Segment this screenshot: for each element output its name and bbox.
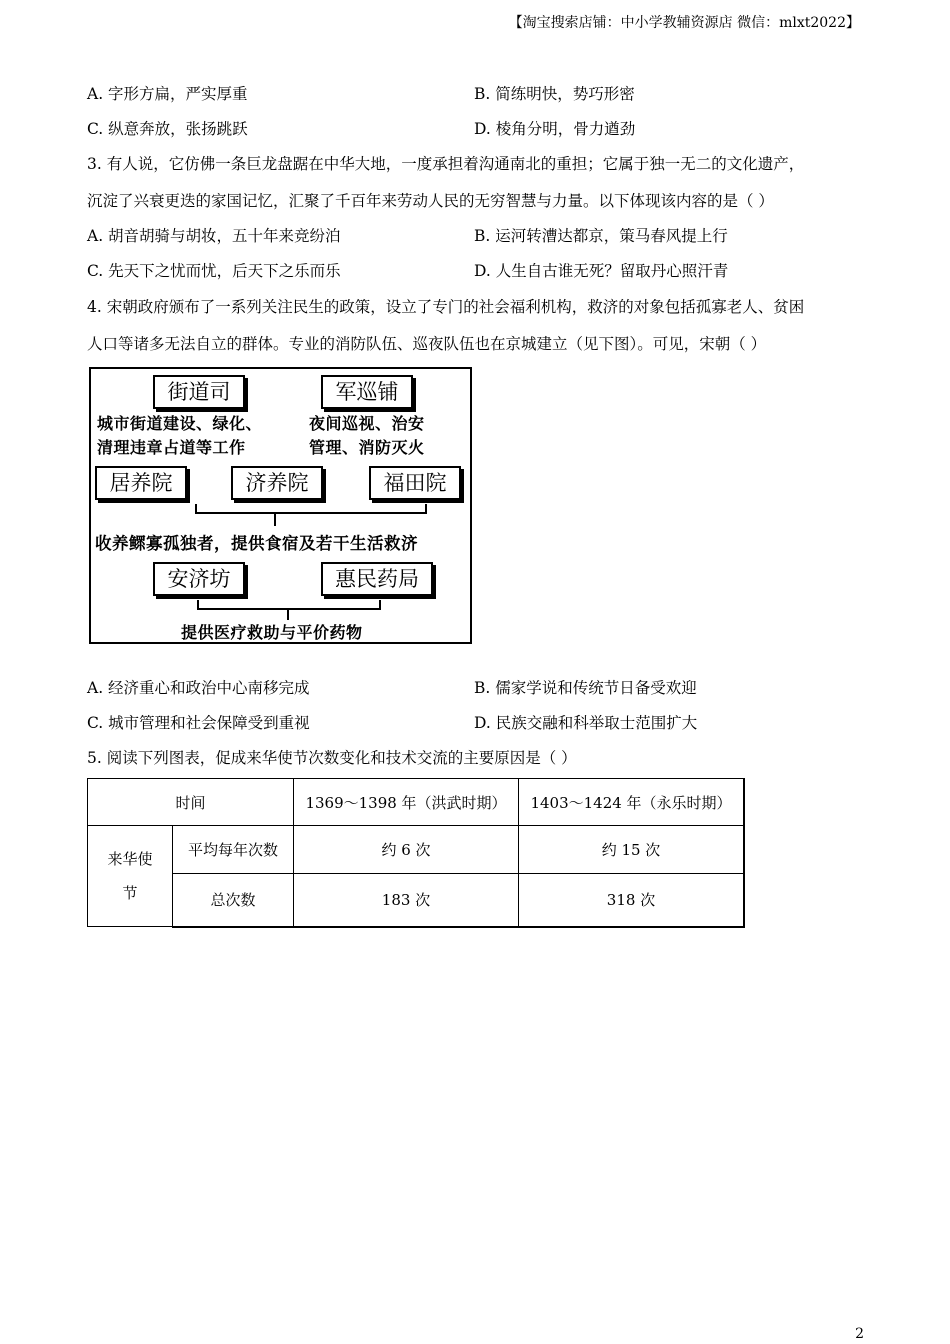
- box-huimin-yaoju: 惠民药局: [321, 562, 433, 596]
- table-row1-label: 平均每年次数: [173, 826, 294, 874]
- q3-option-d: D. 人生自古谁无死？留取丹心照汗青: [474, 262, 729, 280]
- table-row2-hongwu: 183 次: [294, 874, 519, 927]
- q4-option-a: A. 经济重心和政治中心南移完成: [87, 679, 310, 697]
- welfare-stem: [274, 512, 276, 526]
- table-row-group-envoys: [88, 826, 173, 927]
- row-group-label: 来华使节: [107, 850, 153, 902]
- table-row2-yongle: 318 次: [519, 874, 745, 927]
- q4-stem-line2: 人口等诸多无法自立的群体。专业的消防队伍、巡夜队伍也在京城建立（见下图）。可见，宋朝（ ）: [87, 335, 767, 353]
- medical-stem: [287, 608, 289, 620]
- box-futianyuan: 福田院: [369, 466, 461, 500]
- table-row1-yongle: 约 15 次: [519, 826, 745, 874]
- q3-stem-line1: 3. 有人说，它仿佛一条巨龙盘踞在中华大地，一度承担着沟通南北的重担；它属于独一无二的文化遗产，: [87, 155, 805, 173]
- q3-option-b: B. 运河转漕达都京，策马春风提上行: [474, 227, 728, 245]
- welfare-brace: [195, 504, 427, 514]
- box-jiedaosi: 街道司: [153, 375, 245, 409]
- box-anjifang: 安济坊: [153, 562, 245, 596]
- q4-option-b: B. 儒家学说和传统节日备受欢迎: [474, 679, 697, 697]
- q2-option-c: C. 纵意奔放，张扬跳跃: [87, 120, 248, 138]
- box-juyangyuan: 居养院: [95, 466, 187, 500]
- box-jiyangyuan: 济养院: [231, 466, 323, 500]
- welfare-desc: 收养鳏寡孤独者，提供食宿及若干生活救济: [95, 534, 418, 553]
- table-header-yongle: 1403～1424 年（永乐时期）: [519, 779, 745, 826]
- medical-brace: [197, 600, 381, 610]
- q3-option-c: C. 先天下之忧而忧，后天下之乐而乐: [87, 262, 341, 280]
- q3-option-a: A. 胡音胡骑与胡妆，五十年来竞纷泊: [87, 227, 341, 245]
- medical-desc: 提供医疗救助与平价药物: [181, 623, 363, 642]
- q2-option-b: B. 简练明快，势巧形密: [474, 85, 635, 103]
- song-institutions-diagram: [89, 367, 472, 644]
- table-row1-hongwu: 约 6 次: [294, 826, 519, 874]
- jiedaosi-desc-line1: 城市街道建设、绿化、: [97, 414, 263, 433]
- jiedaosi-desc-line2: 清理违章占道等工作: [97, 438, 246, 457]
- q4-stem-line1: 4. 宋朝政府颁布了一系列关注民生的政策，设立了专门的社会福利机构，救济的对象包括孤寡老人、贫困: [87, 298, 805, 316]
- q4-option-c: C. 城市管理和社会保障受到重视: [87, 714, 310, 732]
- q5-stem: 5. 阅读下列图表，促成来华使节次数变化和技术交流的主要原因是（ ）: [87, 749, 577, 767]
- junxunpu-desc-line1: 夜间巡视、治安: [309, 414, 425, 433]
- table-header-time: 时间: [88, 779, 294, 826]
- q2-option-d: D. 棱角分明，骨力遒劲: [474, 120, 636, 138]
- table-row2-label: 总次数: [173, 874, 294, 927]
- q3-stem-line2: 沉淀了兴衰更迭的家国记忆，汇聚了千百年来劳动人民的无穷智慧与力量。以下体现该内容的是（ ）: [87, 192, 774, 210]
- box-junxunpu: 军巡铺: [321, 375, 413, 409]
- q4-option-d: D. 民族交融和科举取士范围扩大: [474, 714, 698, 732]
- page-number: 2: [855, 1326, 864, 1342]
- table-header-hongwu: 1369～1398 年（洪武时期）: [294, 779, 519, 826]
- header-note: 【淘宝搜索店铺：中小学教辅资源店 微信：mlxt2022】: [508, 15, 860, 31]
- envoy-table: [87, 778, 745, 928]
- q2-option-a: A. 字形方扁，严实厚重: [87, 85, 248, 103]
- junxunpu-desc-line2: 管理、消防灭火: [309, 438, 425, 457]
